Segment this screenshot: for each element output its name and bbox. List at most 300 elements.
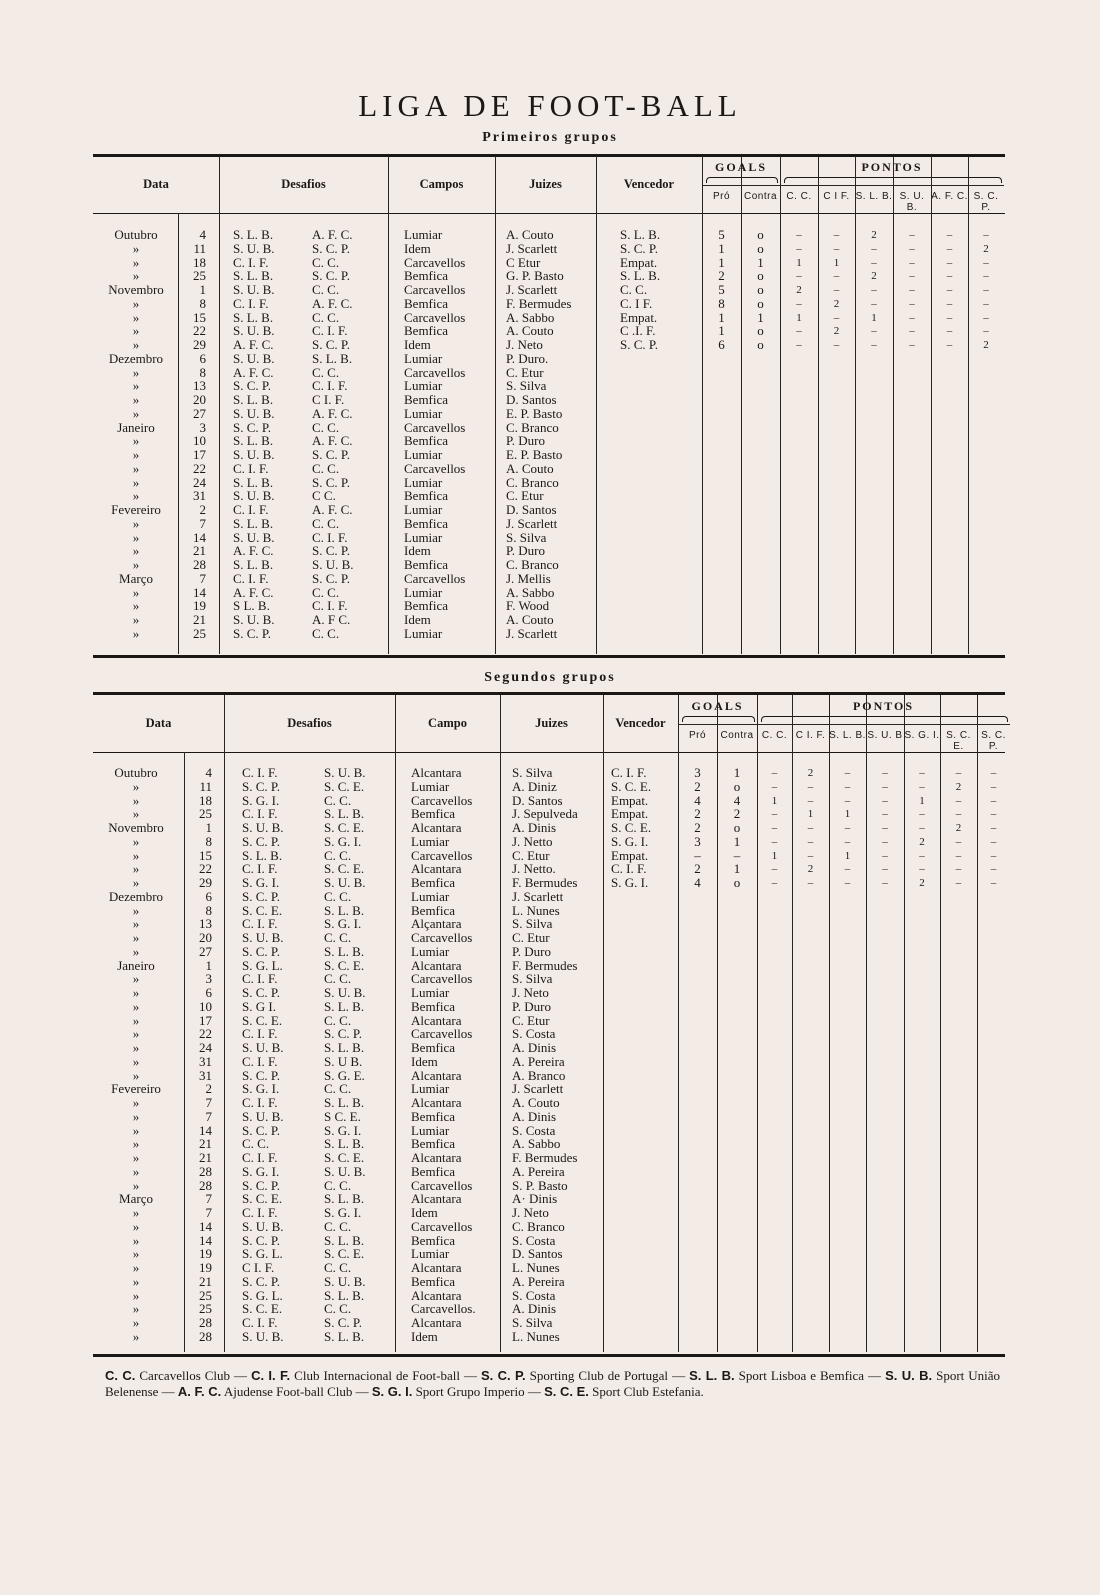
row-points: –: [882, 767, 888, 779]
row-month: Fevereiro: [111, 502, 161, 517]
row-day: 2: [199, 502, 206, 517]
row-month: »: [132, 240, 140, 256]
row-points: –: [946, 270, 953, 283]
row-pro: 2: [694, 806, 701, 822]
row-day: 7: [199, 515, 206, 531]
row-month: »: [132, 515, 140, 531]
row-points: –: [871, 242, 877, 255]
row-month: »: [132, 1163, 140, 1179]
row-juiz: D. Santos: [512, 792, 563, 808]
row-points: 2: [955, 780, 962, 793]
row-day: 2: [205, 1081, 212, 1097]
row-month: »: [132, 806, 140, 822]
row-team-1: S. L. B.: [233, 474, 274, 490]
row-campo: Lumiar: [404, 584, 443, 600]
row-points: –: [990, 808, 997, 821]
row-team-1: S. G. L.: [242, 957, 283, 973]
row-points: –: [807, 835, 814, 848]
row-team-2: S. C. E.: [324, 778, 365, 794]
row-day: 8: [205, 902, 212, 918]
row-juiz: A. Sabbo: [512, 1136, 561, 1152]
row-month: »: [132, 1012, 140, 1028]
row-campo: Alcantara: [411, 1095, 462, 1110]
row-month: »: [132, 930, 140, 945]
row-month: »: [132, 861, 140, 877]
row-team-1: S. G. L.: [242, 1287, 283, 1303]
row-points: –: [909, 311, 915, 324]
row-contra: 1: [733, 861, 741, 877]
row-team-1: C. I. F.: [242, 1205, 278, 1220]
row-points: –: [955, 877, 962, 889]
row-points: 1: [796, 256, 802, 269]
row-points: –: [796, 270, 802, 283]
row-juiz: J. Scarlett: [506, 515, 558, 531]
row-day: 18: [193, 254, 206, 270]
row-team-2: C. C.: [324, 792, 352, 808]
row-juiz: A. Dinis: [512, 1108, 557, 1124]
row-team-2: S. L. B.: [312, 350, 353, 366]
row-vencedor: S. G. I.: [611, 833, 649, 849]
row-juiz: E. P. Basto: [506, 447, 563, 462]
row-day: 3: [205, 971, 212, 987]
header-team-col: S. L. B.: [829, 730, 866, 741]
row-points: –: [844, 863, 851, 876]
legend-name: Carcavellos Club: [139, 1368, 231, 1383]
row-team-1: S. U. B.: [242, 1218, 284, 1234]
row-juiz: L. Nunes: [512, 1260, 560, 1275]
row-juiz: C. Etur: [512, 930, 550, 945]
row-team-1: S. U. B.: [242, 1108, 284, 1124]
row-team-2: C. I. F.: [312, 529, 348, 545]
row-month: »: [132, 792, 140, 808]
row-juiz: S. P. Basto: [512, 1177, 568, 1193]
row-pro: 5: [718, 282, 725, 297]
row-points: –: [990, 794, 997, 807]
row-juiz: D. Santos: [506, 392, 557, 407]
row-month: Outubro: [114, 765, 158, 780]
row-team-1: C. I. F.: [233, 460, 269, 476]
row-month: Novembro: [108, 282, 164, 297]
row-points: 1: [771, 794, 778, 807]
row-month: Dezembro: [108, 350, 164, 366]
row-month: »: [132, 625, 140, 641]
row-contra: o: [757, 227, 764, 242]
row-juiz: D. Santos: [506, 502, 557, 517]
row-campo: Bemfica: [404, 295, 449, 311]
row-day: 14: [199, 1122, 212, 1138]
row-team-2: C. C.: [312, 364, 340, 380]
row-team-1: S. C. P.: [242, 833, 280, 849]
row-team-1: C. I. F.: [233, 295, 269, 311]
row-juiz: S. Costa: [512, 1287, 556, 1303]
row-team-2: C. C.: [312, 625, 340, 641]
row-team-2: S. C. P.: [312, 447, 350, 462]
row-points: –: [844, 767, 851, 779]
row-campo: Bemfica: [404, 392, 449, 407]
row-juiz: A. Dinis: [512, 1301, 557, 1317]
row-team-1: S. C. P.: [242, 778, 280, 794]
row-day: 28: [199, 1177, 212, 1193]
row-points: –: [909, 242, 915, 255]
legend-name: Ajudense Foot-ball Club: [223, 1384, 353, 1399]
row-campo: Bemfica: [411, 902, 456, 918]
row-juiz: J. Neto: [512, 985, 549, 1000]
row-team-2: S. U. B.: [324, 875, 366, 890]
row-contra: o: [733, 778, 741, 794]
row-points: –: [833, 270, 840, 283]
section-title-primeiros: Primeiros grupos: [482, 130, 618, 145]
row-team-1: S. U. B.: [233, 240, 275, 256]
row-team-2: A. F. C.: [312, 227, 353, 242]
row-juiz: P. Duro: [506, 433, 546, 449]
row-team-1: S. U. B.: [242, 1328, 284, 1344]
row-campo: Idem: [404, 543, 431, 559]
row-points: –: [990, 877, 997, 889]
row-team-1: S. U. B.: [233, 447, 275, 462]
row-points: –: [909, 256, 915, 269]
row-campo: Carcavellos.: [411, 1301, 476, 1317]
row-points: 1: [771, 849, 778, 862]
row-team-1: S. G. I.: [242, 1081, 280, 1097]
row-points: –: [983, 325, 989, 338]
row-points: –: [909, 325, 915, 338]
row-points: –: [990, 822, 997, 834]
row-points: –: [946, 242, 953, 255]
row-campo: Alçantara: [411, 916, 462, 932]
row-pro: 2: [718, 268, 725, 284]
row-month: »: [132, 433, 140, 449]
row-campo: Lumiar: [404, 227, 443, 242]
row-team-2: C. C.: [324, 930, 352, 945]
row-team-1: S. L. B.: [233, 309, 274, 325]
row-points: –: [833, 242, 840, 255]
row-juiz: A. Dinis: [512, 1040, 557, 1055]
row-day: 7: [205, 1191, 212, 1207]
row-points: –: [882, 822, 888, 834]
row-contra: 2: [733, 806, 741, 822]
row-campo: Alcantara: [411, 1012, 462, 1028]
row-team-2: S. U. B.: [312, 557, 354, 572]
row-points: –: [833, 339, 840, 351]
row-juiz: S. Silva: [506, 529, 547, 545]
row-points: –: [955, 863, 962, 876]
row-contra: 4: [733, 792, 741, 808]
row-team-1: S. C. P.: [242, 1177, 280, 1193]
row-team-1: C. I. F.: [242, 916, 278, 932]
row-points: –: [844, 877, 851, 889]
row-team-2: S. C. P.: [312, 474, 350, 490]
row-team-1: S. U. B.: [233, 323, 275, 339]
row-juiz: A. Couto: [512, 1095, 560, 1110]
row-campo: Alcantara: [411, 765, 462, 780]
row-team-1: S. L. B.: [233, 268, 274, 284]
row-team-1: S. G. I.: [242, 1163, 280, 1179]
row-team-2: S. G. I.: [324, 916, 362, 932]
row-day: 21: [199, 1273, 212, 1289]
header-team-col: C. C.: [786, 191, 812, 202]
row-points: 1: [833, 256, 840, 269]
row-points: 2: [871, 270, 877, 283]
row-month: »: [132, 612, 140, 627]
row-juiz: J. Scarlett: [506, 625, 558, 641]
row-month: »: [132, 364, 140, 380]
row-team-1: C. I. F.: [242, 1026, 278, 1042]
row-team-1: S. L. B.: [242, 847, 283, 863]
row-day: 29: [193, 337, 206, 352]
row-day: 1: [205, 957, 212, 973]
row-vencedor: Empat.: [620, 309, 658, 325]
column-rule: [224, 695, 225, 1352]
row-contra: o: [757, 323, 764, 339]
row-day: 19: [199, 1260, 212, 1275]
row-juiz: F. Bermudes: [512, 1150, 578, 1165]
row-points: 1: [844, 808, 851, 821]
row-juiz: A· Dinis: [512, 1191, 558, 1207]
row-month: »: [132, 998, 140, 1014]
row-points: –: [771, 780, 778, 793]
row-points: 2: [983, 242, 989, 255]
row-month: »: [132, 323, 140, 339]
row-team-2: A. F C.: [312, 612, 351, 627]
row-juiz: J. Scarlett: [512, 888, 564, 904]
row-campo: Idem: [404, 337, 431, 352]
row-month: »: [132, 1067, 140, 1083]
row-month: »: [132, 875, 140, 890]
row-campo: Bemfica: [404, 557, 449, 572]
header-juizes: Juizes: [535, 716, 568, 730]
row-team-1: S. U. B.: [233, 350, 275, 366]
goals-brace: [682, 716, 755, 722]
header-team-col: C I F.: [823, 191, 850, 202]
row-points: –: [771, 877, 778, 889]
row-points: –: [909, 284, 915, 296]
row-team-2: S. L. B.: [324, 1136, 365, 1152]
row-campo: Idem: [404, 612, 431, 627]
row-pro: 2: [694, 861, 701, 877]
row-team-1: S. L. B.: [233, 515, 274, 531]
row-day: 7: [205, 1108, 212, 1124]
legend-name: Sport Grupo Imperio: [415, 1384, 525, 1399]
row-day: 22: [193, 323, 206, 339]
row-team-1: S L. B.: [233, 598, 270, 614]
row-month: »: [132, 378, 140, 394]
row-team-2: S. L. B.: [324, 1191, 365, 1207]
row-juiz: S. Silva: [506, 378, 547, 394]
row-day: 13: [193, 378, 206, 394]
row-campo: Bemfica: [411, 1273, 456, 1289]
row-points: 1: [807, 808, 814, 821]
header-goals: GOALS: [714, 160, 767, 174]
row-day: 4: [205, 765, 212, 780]
row-team-2: C. C.: [312, 460, 340, 476]
row-pro: 4: [694, 792, 701, 808]
row-month: »: [132, 778, 140, 794]
row-team-2: S. C. E.: [324, 1246, 365, 1262]
header-vencedor: Vencedor: [623, 177, 675, 191]
row-points: –: [771, 863, 778, 876]
row-points: –: [882, 877, 888, 889]
row-points: 1: [796, 311, 802, 324]
row-team-2: C. I. F.: [312, 323, 348, 339]
row-team-2: S. L. B.: [324, 1232, 365, 1248]
header-team-col: S. L. B.: [855, 191, 893, 202]
legend-abbr: S. L. B.: [689, 1368, 735, 1383]
header-juizes: Juizes: [529, 177, 562, 191]
row-points: –: [990, 835, 997, 848]
header-team-col: S. U. B: [867, 730, 903, 741]
row-team-2: S. L. B.: [324, 1287, 365, 1303]
row-points: –: [844, 780, 851, 793]
row-points: –: [844, 835, 851, 848]
row-team-2: A. F. C.: [312, 502, 353, 517]
row-vencedor: S. C. E.: [611, 820, 652, 835]
row-month: Dezembro: [108, 888, 164, 904]
row-campo: Carcavellos: [411, 971, 473, 987]
row-points: 2: [983, 339, 989, 351]
row-contra: 1: [757, 254, 764, 270]
row-day: 6: [199, 350, 206, 366]
bottom-rule-primeiros: [93, 655, 1005, 658]
row-juiz: A. Pereira: [512, 1053, 565, 1069]
row-month: »: [132, 557, 140, 572]
row-day: 15: [199, 847, 212, 863]
row-campo: Carcavellos: [411, 1177, 473, 1193]
row-team-1: C. I. F.: [242, 806, 278, 822]
row-team-2: S C. E.: [324, 1108, 361, 1124]
row-juiz: A. Branco: [512, 1067, 566, 1083]
row-points: –: [946, 284, 953, 296]
row-campo: Alcantara: [411, 1315, 462, 1330]
row-juiz: A. Pereira: [512, 1273, 565, 1289]
row-day: 7: [205, 1095, 212, 1110]
row-juiz: C Etur: [506, 254, 541, 270]
row-team-2: C. C.: [312, 254, 340, 270]
table-header: [93, 156, 1005, 214]
row-points: –: [946, 339, 953, 351]
row-day: 25: [193, 268, 206, 284]
row-juiz: S. Silva: [512, 765, 553, 780]
row-campo: Bemfica: [404, 433, 449, 449]
row-points: 1: [919, 794, 925, 807]
row-points: –: [909, 229, 915, 241]
row-day: 21: [199, 1136, 212, 1152]
row-month: »: [132, 985, 140, 1000]
row-points: –: [844, 822, 851, 834]
header-team-col: C I. F.: [795, 730, 826, 741]
row-team-1: S. G. I.: [242, 875, 280, 890]
row-team-2: S. U B.: [324, 1053, 363, 1069]
row-juiz: A. Diniz: [512, 778, 557, 794]
table-header: [93, 695, 1005, 753]
row-points: –: [833, 229, 840, 241]
row-vencedor: C. I. F.: [611, 765, 647, 780]
row-juiz: J. Netto.: [512, 861, 556, 877]
row-team-2: C. C.: [312, 419, 340, 435]
row-team-1: S. G. L.: [242, 1246, 283, 1262]
row-campo: Lumiar: [404, 350, 443, 366]
row-juiz: A. Dinis: [512, 820, 557, 835]
row-team-1: S. C. P.: [233, 625, 271, 641]
row-month: »: [132, 1108, 140, 1124]
row-pro: 2: [694, 778, 701, 794]
row-team-1: S. C. E.: [242, 902, 283, 918]
row-campo: Lumiar: [404, 625, 443, 641]
row-day: 6: [205, 985, 212, 1000]
row-day: 29: [199, 875, 212, 890]
row-day: 24: [193, 474, 206, 490]
row-points: –: [796, 229, 802, 241]
header-contra: Contra: [743, 191, 777, 202]
row-month: »: [132, 1246, 140, 1262]
row-points: –: [946, 311, 953, 324]
row-campo: Lumiar: [411, 1246, 450, 1262]
row-juiz: S. Silva: [512, 1315, 553, 1330]
row-team-1: A. F. C.: [233, 543, 274, 559]
row-juiz: A. Couto: [506, 323, 554, 339]
row-day: 31: [199, 1067, 212, 1083]
row-contra: 1: [757, 309, 764, 325]
header-team-col: C. C.: [761, 730, 788, 741]
row-campo: Idem: [411, 1205, 438, 1220]
row-juiz: G. P. Basto: [506, 268, 564, 284]
row-month: »: [132, 543, 140, 559]
row-contra: o: [757, 240, 764, 256]
row-points: 2: [796, 284, 802, 296]
row-day: 21: [193, 543, 206, 559]
row-team-2: S. C. P.: [324, 1026, 362, 1042]
row-points: –: [919, 822, 925, 834]
row-juiz: S. Costa: [512, 1026, 556, 1042]
row-team-1: C. I. F.: [242, 1095, 278, 1110]
row-team-1: C. I. F.: [233, 570, 269, 586]
header-team-col: S. C. P.: [973, 191, 999, 213]
row-campo: Carcavellos: [404, 282, 466, 297]
row-points: 1: [871, 311, 877, 324]
row-campo: Lumiar: [411, 888, 450, 904]
legend: C. C. Carcavellos Club — C. I. F. Club Internacional de Foot-ball — S. C. P. Sporting Club de Portugal — S. L. B. Sport Lisboa e Bemfica — S. U. B. Sport União Belenense — A. F. C. Ajudense Foot-ball Club — S. G. I. Sport Grupo Imperio — S. C. E. Sport Club Estefania.: [105, 1368, 1001, 1399]
row-points: –: [807, 794, 814, 807]
row-contra: o: [733, 820, 741, 835]
row-team-1: A. F. C.: [233, 364, 274, 380]
row-team-1: S. C. P.: [242, 1122, 280, 1138]
pontos-brace: [761, 716, 1008, 722]
row-points: –: [990, 780, 997, 793]
row-day: 27: [193, 405, 206, 421]
row-team-2: C. C.: [324, 1177, 352, 1193]
row-day: 20: [199, 930, 212, 945]
row-day: 14: [199, 1218, 212, 1234]
legend-name: Sport Lisboa e Bemfica: [738, 1368, 865, 1383]
row-campo: Idem: [411, 1053, 438, 1069]
legend-name: Sporting Club de Portugal: [529, 1368, 669, 1383]
header-team-col: S. C. P.: [981, 730, 1006, 752]
row-pro: 1: [718, 254, 725, 270]
row-vencedor: Empat.: [611, 806, 649, 822]
row-campo: Carcavellos: [404, 419, 466, 435]
row-team-2: S. U. B.: [324, 765, 366, 780]
row-pro: 4: [694, 875, 701, 890]
row-month: Janeiro: [117, 419, 155, 435]
row-points: –: [833, 311, 840, 324]
row-team-2: C. C.: [324, 1260, 352, 1275]
row-team-2: S. C. P.: [312, 543, 350, 559]
row-points: –: [946, 325, 953, 338]
row-points: –: [983, 284, 989, 296]
row-campo: Alcantara: [411, 1191, 462, 1207]
row-month: »: [132, 1040, 140, 1055]
row-month: »: [132, 971, 140, 987]
row-points: 2: [807, 863, 814, 876]
